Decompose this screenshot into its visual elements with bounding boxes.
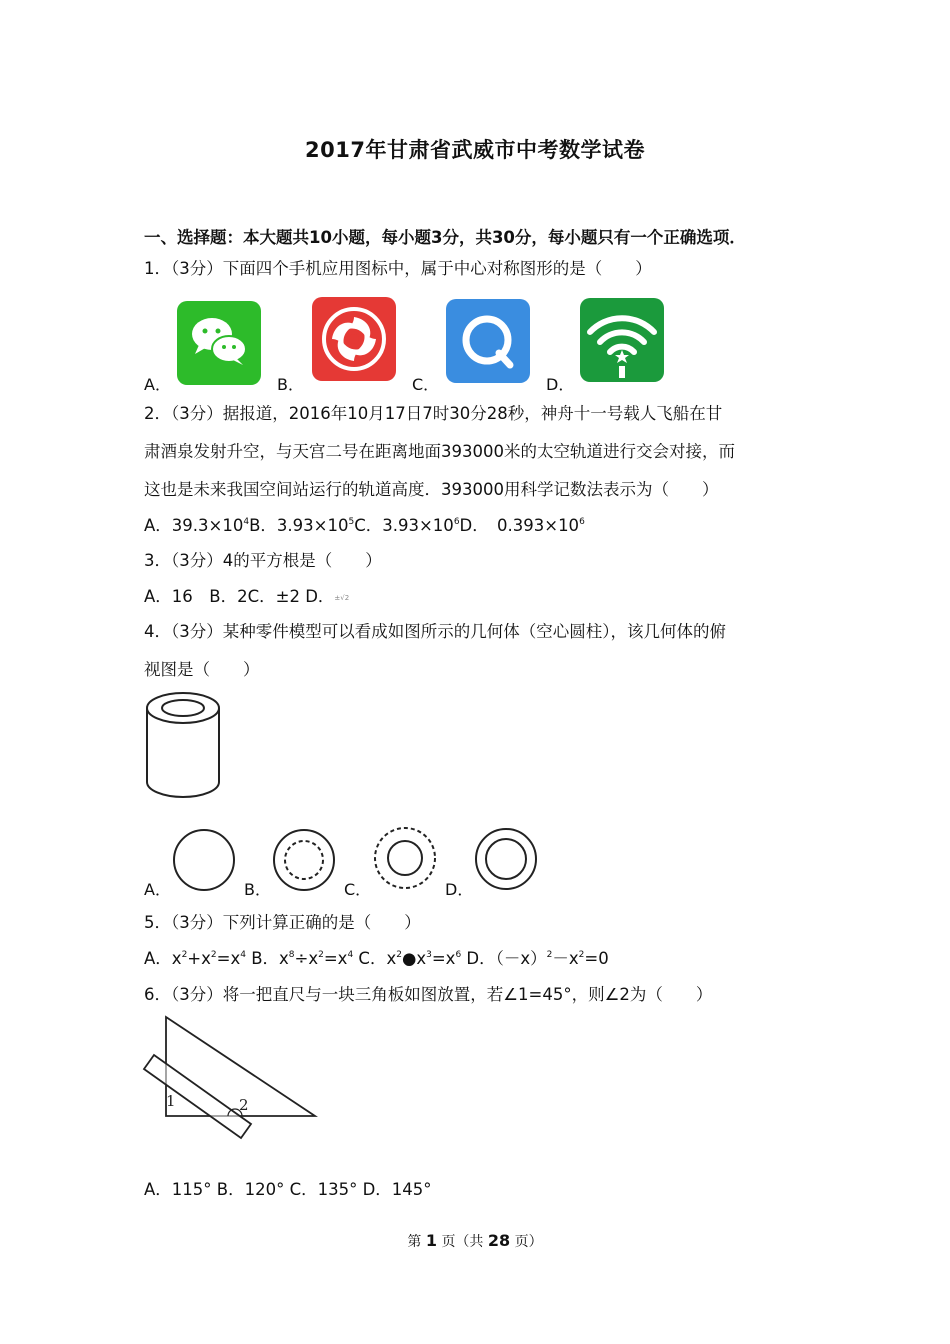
question-2-line-2: 肃酒泉发射升空，与天宫二号在距离地面393000米的太空轨道进行交会对接，而 — [144, 442, 735, 461]
q5-c-part1: C．x — [353, 949, 397, 968]
question-3-stem: 3．（3分）4的平方根是（ ） — [144, 551, 382, 570]
q4-option-b-label: B． — [244, 880, 271, 899]
q5-c-part3: =x — [431, 949, 456, 968]
page-title: 2017年甘肃省武威市中考数学试卷 — [305, 138, 645, 162]
section-heading: 一、选择题：本大题共10小题，每小题3分，共30分，每小题只有一个正确选项． — [144, 228, 746, 247]
q5-b-part2: ÷x — [294, 949, 319, 968]
question-6-options: A．115° B．120° C．135° D．145° — [144, 1180, 432, 1199]
page-footer — [0, 1231, 950, 1251]
question-5-stem: 5．（3分）下列计算正确的是（ ） — [144, 913, 421, 932]
search-q-icon — [446, 299, 530, 383]
q5-d-exp1: 2 — [546, 950, 553, 960]
ruler-triangle-figure — [140, 1015, 320, 1145]
q4-option-c-figure — [373, 826, 437, 890]
question-4-line-2: 视图是（ ） — [144, 660, 260, 679]
q5-a-part3: =x — [216, 949, 241, 968]
q5-b-exp1: 8 — [288, 950, 295, 960]
q2-option-c-exponent: 6 — [453, 517, 460, 527]
question-6-stem: 6．（3分）将一把直尺与一块三角板如图放置，若∠1=45°，则∠2为（ ） — [144, 985, 713, 1004]
q5-d-exp2: 2 — [578, 950, 585, 960]
q2-option-c: C．3.93×10 — [354, 516, 454, 535]
wifi-icon — [580, 298, 664, 382]
q4-option-a-label: A． — [144, 880, 171, 899]
question-2-options — [144, 516, 585, 536]
q2-option-b-exponent: 5 — [348, 517, 355, 527]
q5-a-part2: +x — [187, 949, 211, 968]
footer-page-number: 1 — [425, 1231, 437, 1250]
footer-prefix: 第 — [407, 1234, 422, 1250]
q5-a-part1: A．x — [144, 949, 182, 968]
fenghuang-icon — [312, 297, 396, 381]
question-2-line-1: 2．（3分）据报道，2016年10月17日7时30分28秒，神舟十一号载人飞船在甘 — [144, 404, 723, 423]
q5-d-part1: D．（－x） — [461, 949, 547, 968]
question-1-stem: 1．（3分）下面四个手机应用图标中，属于中心对称图形的是（ ） — [144, 259, 652, 278]
q5-c-exp1: 2 — [396, 950, 402, 960]
q5-c-part2: ●x — [401, 949, 427, 968]
q1-option-c-label: C． — [412, 375, 440, 394]
wechat-icon — [177, 301, 261, 385]
q4-option-c-label: C． — [344, 880, 372, 899]
q5-a-exp3: 4 — [240, 950, 246, 960]
question-2-line-3: 这也是未来我国空间站运行的轨道高度．393000用科学记数法表示为（ ） — [144, 480, 719, 499]
q5-b-part3: =x — [323, 949, 348, 968]
question-5-options — [144, 949, 609, 969]
q5-d-part2: －x — [552, 949, 579, 968]
q2-option-d: D． 0.393×10 — [459, 516, 580, 535]
q5-c-exp3: 6 — [455, 950, 462, 960]
q5-a-exp2: 2 — [210, 950, 217, 960]
footer-middle: 页（共 — [441, 1234, 484, 1250]
q2-option-d-exponent: 6 — [579, 517, 585, 527]
question-4-line-1: 4．（3分）某种零件模型可以看成如图所示的几何体（空心圆柱），该几何体的俯 — [144, 622, 726, 641]
angle-1-label: 1 — [166, 1092, 176, 1110]
footer-total-pages: 28 — [487, 1231, 511, 1250]
q3-option-d-tiny: ±√2 — [334, 594, 350, 602]
q4-option-a-figure — [172, 828, 236, 892]
hollow-cylinder-figure — [144, 690, 226, 805]
q5-c-exp2: 3 — [426, 950, 432, 960]
q5-b-exp3: 4 — [347, 950, 354, 960]
q3-options-text: A．16 B．2C．±2 D． — [144, 587, 335, 606]
q1-option-b-label: B． — [277, 375, 304, 394]
q4-option-d-label: D． — [445, 880, 474, 899]
q4-option-b-figure — [272, 828, 336, 892]
q4-option-d-figure — [474, 827, 538, 891]
q1-option-a-label: A． — [144, 375, 171, 394]
q5-d-part3: =0 — [584, 949, 609, 968]
footer-suffix: 页） — [514, 1234, 543, 1250]
q1-option-d-label: D． — [546, 375, 575, 394]
q5-a-exp1: 2 — [181, 950, 188, 960]
q5-b-exp2: 2 — [318, 950, 324, 960]
q5-b-part1: B．x — [245, 949, 289, 968]
q2-option-a: A．39.3×10 — [144, 516, 244, 535]
question-3-options — [144, 587, 349, 608]
angle-2-label: 2 — [239, 1096, 249, 1114]
q2-option-a-exponent: 4 — [243, 517, 250, 527]
q2-option-b: B．3.93×10 — [249, 516, 349, 535]
